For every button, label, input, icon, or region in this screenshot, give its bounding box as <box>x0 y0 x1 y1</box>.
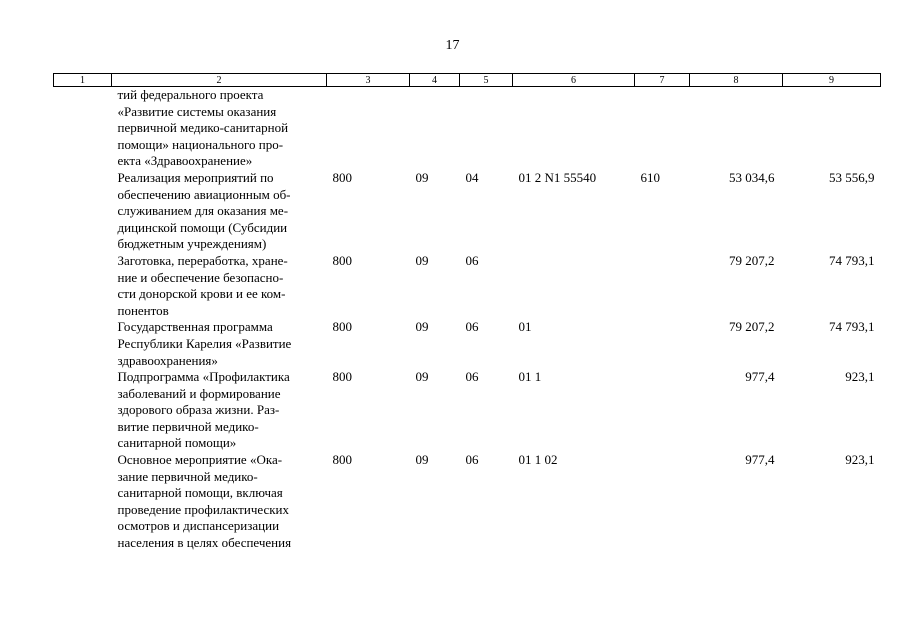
section-cell: 09 <box>415 319 429 335</box>
col-header-5: 5 <box>460 74 513 87</box>
item-name-cell <box>112 452 327 552</box>
table-row <box>54 87 881 170</box>
col-header-6: 6 <box>513 74 635 87</box>
grbs-cell: 800 <box>332 169 352 185</box>
table-row <box>54 319 881 369</box>
table-body <box>54 87 881 552</box>
amount-year2-cell: 74 793,1 <box>829 319 875 335</box>
row-number-cell <box>54 87 112 170</box>
item-name-line: санитарной помощи, включая <box>117 485 283 501</box>
item-name-line: обеспечению авиационным об- <box>117 186 291 202</box>
expense-type-cell <box>635 319 690 369</box>
grbs-cell: 800 <box>332 319 352 335</box>
item-name-cell <box>112 319 327 369</box>
amount-year2-cell: 53 556,9 <box>829 169 875 185</box>
row-number-cell <box>54 369 112 452</box>
col-header-8: 8 <box>690 74 783 87</box>
col-header-2: 2 <box>112 74 327 87</box>
col-header-3: 3 <box>327 74 410 87</box>
item-name-cell <box>112 170 327 253</box>
grbs-cell: 800 <box>332 252 352 268</box>
amount-year1-cell: 53 034,6 <box>729 169 775 185</box>
target-item-cell: 01 1 02 <box>518 452 558 468</box>
item-name-line: санитарной помощи» <box>117 435 237 451</box>
expense-type-cell <box>635 253 690 319</box>
subsection-cell: 06 <box>465 319 479 335</box>
target-item-cell: 01 2 N1 55540 <box>518 169 597 185</box>
item-name-line: Республики Карелия «Развитие <box>117 335 292 351</box>
grbs-cell: 800 <box>332 369 352 385</box>
item-name-line: здорового образа жизни. Раз- <box>117 402 280 418</box>
amount-year2-cell: 923,1 <box>845 369 875 385</box>
expense-type-cell: 610 <box>640 169 660 185</box>
section-cell: 09 <box>415 452 429 468</box>
item-name-cell <box>112 253 327 319</box>
item-name-line: здравоохранения» <box>117 352 218 368</box>
item-name-line: понентов <box>117 302 169 318</box>
item-name-line: населения в целях обеспечения <box>117 535 292 551</box>
item-name-line: Основное мероприятие «Ока- <box>117 452 283 468</box>
item-name-line: зание первичной медико- <box>117 468 258 484</box>
item-name-cell <box>112 369 327 452</box>
subsection-cell: 06 <box>465 452 479 468</box>
amount-year2-cell: 923,1 <box>845 452 875 468</box>
row-number-cell <box>54 253 112 319</box>
section-cell <box>410 87 460 170</box>
item-name-line: бюджетным учреждениям) <box>117 236 267 252</box>
item-name-line: Заготовка, переработка, хране- <box>117 252 288 268</box>
item-name-line: проведение профилактических <box>117 501 289 517</box>
amount-year1-cell: 977,4 <box>745 452 775 468</box>
target-item-cell <box>513 253 635 319</box>
expense-type-cell <box>635 452 690 552</box>
subsection-cell: 04 <box>465 169 479 185</box>
col-header-7: 7 <box>635 74 690 87</box>
amount-year2-cell <box>783 87 881 170</box>
section-cell: 09 <box>415 369 429 385</box>
item-name-line: «Развитие системы оказания <box>117 103 277 119</box>
amount-year2-cell: 74 793,1 <box>829 252 875 268</box>
col-header-9: 9 <box>783 74 881 87</box>
item-name-line: первичной медико-санитарной <box>117 120 289 136</box>
item-name-line: Реализация мероприятий по <box>117 169 274 185</box>
item-name-line: помощи» национального про- <box>117 136 284 152</box>
amount-year1-cell: 79 207,2 <box>729 252 775 268</box>
column-number-header <box>54 74 881 87</box>
item-name-line: Государственная программа <box>117 319 273 335</box>
subsection-cell: 06 <box>465 252 479 268</box>
section-cell: 09 <box>415 169 429 185</box>
item-name-line: служиванием для оказания ме- <box>117 203 289 219</box>
item-name-line: сти донорской крови и ее ком- <box>117 286 286 302</box>
item-name-line: заболеваний и формирование <box>117 385 281 401</box>
target-item-cell: 01 1 <box>518 369 542 385</box>
target-item-cell <box>513 87 635 170</box>
item-name-line: екта «Здравоохранение» <box>117 153 253 169</box>
amount-year1-cell <box>690 87 783 170</box>
grbs-cell: 800 <box>332 452 352 468</box>
item-name-line: витие первичной медико- <box>117 418 259 434</box>
row-number-cell <box>54 170 112 253</box>
item-name-line: ние и обеспечение безопасно- <box>117 269 284 285</box>
amount-year1-cell: 79 207,2 <box>729 319 775 335</box>
target-item-cell: 01 <box>518 319 532 335</box>
col-header-4: 4 <box>410 74 460 87</box>
table-row <box>54 170 881 253</box>
subsection-cell <box>460 87 513 170</box>
item-name-line: дицинской помощи (Субсидии <box>117 219 288 235</box>
item-name-cell <box>112 87 327 170</box>
section-cell: 09 <box>415 252 429 268</box>
row-number-cell <box>54 452 112 552</box>
expense-type-cell <box>635 369 690 452</box>
item-name-line: тий федерального проекта <box>117 87 264 102</box>
amount-year1-cell: 977,4 <box>745 369 775 385</box>
table-row <box>54 253 881 319</box>
table-row <box>54 452 881 552</box>
item-name-line: Подпрограмма «Профилактика <box>117 369 290 385</box>
col-header-1: 1 <box>54 74 112 87</box>
expense-type-cell <box>635 87 690 170</box>
item-name-line: осмотров и диспансеризации <box>117 518 280 534</box>
subsection-cell: 06 <box>465 369 479 385</box>
row-number-cell <box>54 319 112 369</box>
grbs-cell <box>327 87 410 170</box>
page-number: 17 <box>445 38 460 53</box>
table-row <box>54 369 881 452</box>
budget-table <box>53 73 881 552</box>
